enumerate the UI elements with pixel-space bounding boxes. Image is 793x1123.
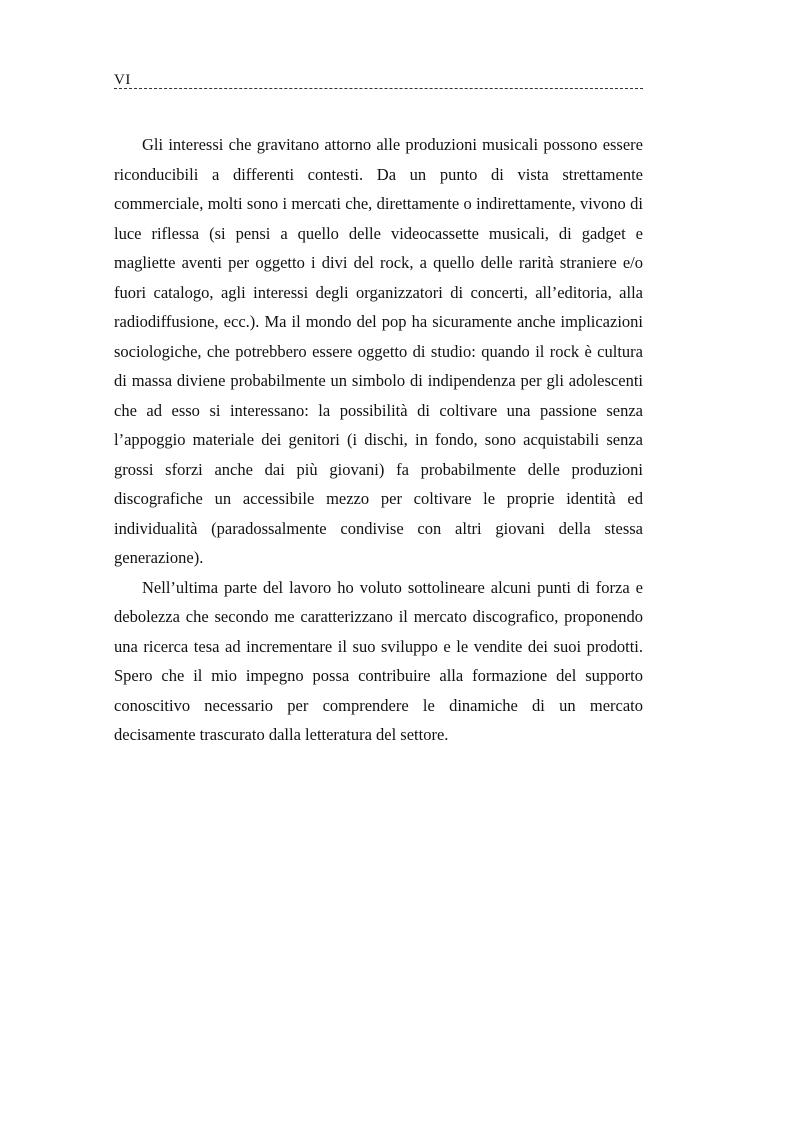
page-header <box>114 72 643 92</box>
body-text <box>114 130 643 750</box>
header-dashed-rule <box>114 88 643 89</box>
paragraph-2: Nell’ultima parte del lavoro ho voluto sottolineare alcuni punti di forza e debolezza che secondo me caratterizzano il mercato discografico, proponendo una ricerca tesa ad incrementare il suo sviluppo e le vendite dei suoi prodotti. Spero che il mio impegno possa contribuire alla formazione del supporto conoscitivo necessario per comprendere le dinamiche di un mercato decisamente trascurato dalla letteratura del settore. <box>114 577 643 744</box>
page-number: VI <box>114 72 131 88</box>
paragraph-1: Gli interessi che gravitano attorno alle produzioni musicali possono essere riconducibili a differenti contesti. Da un punto di vista strettamente commerciale, molti sono i mercati che, direttamente o indirettamente, vivono di luce riflessa (si pensi a quello delle videocassette musicali, di gadget e magliette aventi per oggetto i divi del rock, a quello delle rarità straniere e/o fuori catalogo, agli interessi degli organizzatori di concerti, all’editoria, alla radiodiffusione, ecc.). Ma il mondo del pop ha sicuramente anche implicazioni sociologiche, che potrebbero essere oggetto di studio: quando il rock è cultura di massa diviene probabilmente un simbolo di indipendenza per gli adolescenti che ad esso si interessano: la possibilità di coltivare una passione senza l’appoggio materiale dei genitori (i dischi, in fondo, sono acquistabili senza grossi sforzi anche dai più giovani) fa probabilmente delle produzioni discografiche un accessibile mezzo per coltivare le proprie identità ed individualità (paradossalmente condivise con altri giovani della stessa generazione). <box>114 135 643 567</box>
